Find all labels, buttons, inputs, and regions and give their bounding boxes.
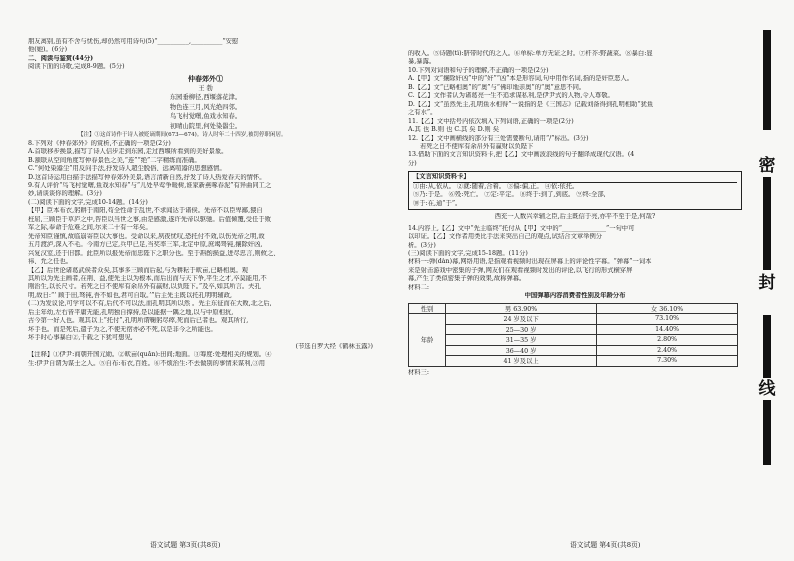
table-row [409,303,738,314]
question-line: D.这首诗运用白描手法描写仲春郊外美景,语言清新自然,抒发了诗人热爱春天的情怀。 [28,173,266,181]
passage-line: 兴复汉室,还于旧都。此臣所以报先帝而忠陛下之职分也。至于斟酌损益,进尽忠言,则攸之、 [28,249,280,257]
section-heading: (三)阅读下面的文字,完成15-18题。(11分) [408,249,528,257]
question-line: 13.借助下面的文言知识资料卡,把【乙】文中画波浪线的句子翻译成现代汉语。(4 [408,151,635,159]
table-caption: 中国弹幕内容消费者性别及年龄分布 [524,292,626,300]
intro-block [28,38,383,72]
table-row [409,314,738,325]
table-cell: 男 63.90% [446,303,597,314]
poem-note: 【注】①这首诗作于诗人被贬谪期间(673—674)。诗人时年二十四岁,被罚停职闲居。 [78,132,287,139]
table-cell: 36—40 岁 [446,345,597,356]
table-cell: 性别 [409,303,446,314]
material-line: 来是射击游戏中密集的子弹,网友们在观看视频时发出的评论,以飞行的形式横穿屏 [408,266,633,274]
table-cell: 14.40% [597,324,738,335]
text-line: 暴,暴露。 [408,58,436,66]
table-row [409,356,738,367]
material-line: 幕,产生了类似密集子弹的效果,故称弹幕。 [408,275,526,283]
wavy-quote: 西充一人数兴幸辅之臣,后主既信于亮,亦平不至于是,何哉? [494,213,656,221]
question-line: 14.内容上,【乙】文中“先主临终“托付从【甲】文中的“______________”一句中可 [408,224,635,232]
section-heading: 二、阅读与鉴赏(44分) [28,54,94,62]
question-line: C.【乙】文作者认为诸葛亮一生不追求谋私利,是伊尹式的人物,令人尊敬。 [408,92,614,100]
notes-line: 【注释】①伊尹:商朝开国元勋。②畎亩(quǎn):田间;地面。③筹度:处理相关的规划。④ [28,351,272,359]
question-line: C.“何处染嚣尘”用反问手法,抒发诗人超尘脱俗、远离喧嚣的思想感情。 [28,165,226,173]
passage-line: 先帝知臣谨慎,故临崩寄臣以大事也。受命以来,夙夜忧叹,恐托付不效,以伤先帝之明,故 [28,232,265,240]
binding-char-feng: 封 [756,272,778,294]
binding-strip [744,0,794,561]
passage-line: 古今第一好人也。观其以上“托付”,孔明所谓鞠躬尽瘁,死而后已者也。观其所行, [28,317,249,325]
question-line: 8.下列对《仲春郊外》的赏析,不正确的一项是(2分) [28,139,171,147]
table-cell: 73.10% [597,314,738,325]
page-4 [400,0,742,561]
question-line: (二)阅读下面的文字,完成10-14题。(14分) [28,198,148,206]
material-line: 材料三: [408,368,430,376]
question-line: 12.【乙】文中画横线的部分有三处需要断句,请用“/”标出。(3分) [408,134,589,142]
page-4-footer: 语文试题 第4页(共8页) [570,541,641,549]
text-line: 的收入。⑤诗题(tì):脐带时代的之人。⑥单标:单方无证之时。⑦杆芥:野蔬菜。⑧暴白:显 [408,50,653,57]
passage-line: 祎、允之任也。 [28,258,73,266]
question-line: B.【乙】文“已略相奥”的“奥”与“佛印地亲奥”的“奥”意思不同。 [408,83,586,91]
question-line: 以印证。【乙】文作者用类比手法来突出自己的观点,试结合文章举例分 [408,233,603,241]
table-cell: 年龄 [409,314,446,367]
table-cell: 7.30% [597,356,738,367]
table-cell: 24 岁及以下 [446,314,597,325]
passage-line: 【甲】臣本布衣,躬耕于南阳,苟全性命于乱世,不求闻达于诸侯。先帝不以臣卑鄙,猥自 [28,207,263,215]
questions-8-9 [28,140,383,208]
binding-char-mi: 密 [756,155,778,177]
table-row [409,324,738,335]
passage-line: 后主年幼,左右皆平庸无能,孔明独自撑持,是以能据一隅之地,以与中原相抗, [28,308,234,316]
poem-line: 东园垂柳径,西堰落花津。 [169,94,242,102]
binding-bar [763,175,771,270]
text-line: 阅读下面的诗歌,完成8-9题。(5分) [28,63,125,71]
passage-line: 枉屈,三顾臣于草庐之中,咨臣以当世之事,由是感激,遂许先帝以驱驰。后值倾覆,受任于败 [28,215,271,223]
survey-table [408,303,738,367]
card-line: ⑤乃:于是。 ⑥殁:死亡。 ⑦定:平定。 ⑧终于:到了,到底。 ⑨终:全部, [413,191,606,199]
question-14-and-materials [408,225,742,293]
card-line: ①由:从,依从。 ②就:随着,合着。 ③偏:偏,正。 ④依:依托。 [413,182,579,190]
question-line: 11.【乙】文中括号内依次填入下列词语,正确的一项是(2分) [408,117,574,125]
passage-line: 刚治生,以长尺寸。若死之日不使库有余帛外有赢财,以负陛下。”及卒,如其所言。夫孔 [28,283,261,291]
table-cell: 31—35 岁 [446,335,597,346]
card-line: ⑩于:在,通“于”。 [413,199,462,207]
question-line: 9.有人评价“鸟飞村觉曙,鱼戏水知春”与“儿处早莺争暖树,谁家新燕啄春泥”有异曲同工之 [28,182,272,190]
material-line: 材料一:弹(dàn)幕,网络用语,是指观看视频时出现在屏幕上的评论性字幕。“弹幕”一词本 [408,258,652,266]
binding-char-xian: 线 [756,378,778,400]
question-line: D.【乙】文“虽然先主,孔明鱼水相得”一说指的是《三国志》记载刘备得到孔明相助“犹鱼 [408,100,654,108]
poem-line: 鸟飞村觉曙,鱼戏水知春。 [169,113,242,121]
passage-a [28,207,383,266]
table-cell: 2.40% [597,345,738,356]
poem-line: 物色连三月,风光绝四邻。 [169,103,242,111]
question-line: A.【甲】文“攘除奸凶”中的“奸”“凶”本是形容词,句中用作名词,指的是奸臣恶人。 [408,75,634,83]
question-line: 妙,请谈谈你的理解。(3分) [28,190,102,198]
text-line: 朋友离别,虽有不舍与忧伤,却仍然可用诗句(5)“__________,__________”安慰 [28,38,239,45]
passage-line: 五月渡泸,深入不毛。今南方已定,兵甲已足,当奖率三军,北定中原,庶竭驽钝,攘除奸凶, [28,241,263,249]
question-line: 析。(3分) [408,241,436,249]
passage-line: (二)为发议论,可学可以不有,后代不可以法,而孔明其所以然 。先主东征而在大败,北之后, [28,300,272,308]
table-cell: 25—30 岁 [446,324,597,335]
passage-line: 明,故日:“‘ 顾于田,驽钝,吾不如也,君可自取。’”后主先主既以托孔明明辅政, [28,291,233,299]
text-line: 他(她)。(6分) [28,46,68,54]
material-line: 材料二: [408,283,430,291]
passage-line: 其所以为先主画者,在荆、益,使先主以为根本,而后出而与天下争,平生之才,卒莫能用,不 [28,275,267,283]
question-line: A.首联移步换景,描写了诗人信步走到东园,走过西堰所看到的美好景象。 [28,148,228,156]
poem-author: 王 勃 [198,84,213,92]
table-cell: 2.80% [597,335,738,346]
passage-b [28,267,383,343]
knowledge-card [408,171,742,210]
card-title: 【文言知识资料卡】 [413,173,737,182]
poem-line: 初晴山院里,何处染嚣尘。 [169,122,242,130]
questions-10-13 [408,50,742,168]
page-3-footer: 语文试题 第3页(共8页) [150,541,221,549]
table-cell: 41 岁及以上 [446,356,597,367]
table-cell: 女 36.10% [597,303,738,314]
question-line: 之有水”。 [408,109,437,117]
passage-line: 【乙】后世论诸葛武侯者众矣,其事多三顾而后起,与为耕耘于畎亩,已略相奥。观 [28,266,249,274]
question-line: 分) [408,159,417,167]
table-row [409,335,738,346]
source-citation: (节选自罗大经《鹤林玉露》) [295,342,373,350]
passage-line: 坏手也。而是死后,遣子为之,不使无宿亦必不死,以是非今之所能也。 [28,325,217,333]
question-line: 若死之日不使库有余帛外有赢财以负陛下 [420,142,534,150]
passage-line: 军之际,奉命于危难之间,尔来二十有一年矣。 [28,224,152,232]
passage-line: 坏手时心事暴白②,千载之下犹可想见, [28,334,133,342]
question-line: A.其 也 B.则 也 C.其 矣 D.则 矣 [408,126,499,134]
question-line: 10.下列对词语和句子的理解,不正确的一项是(2分) [408,66,549,74]
binding-bar [763,30,771,130]
notes-line: 生:伊尹自谓为谋士之人。⑤自布:布衣,百姓。⑥不烦治生:不去做别的事情来谋利,③用 [28,359,266,367]
question-line: B.颔联从空间角度写仲春景色之美,“连”“绝”二字精练而准确。 [28,156,201,164]
poem-title: 仲春郊外① [188,73,223,83]
table-row [409,345,738,356]
